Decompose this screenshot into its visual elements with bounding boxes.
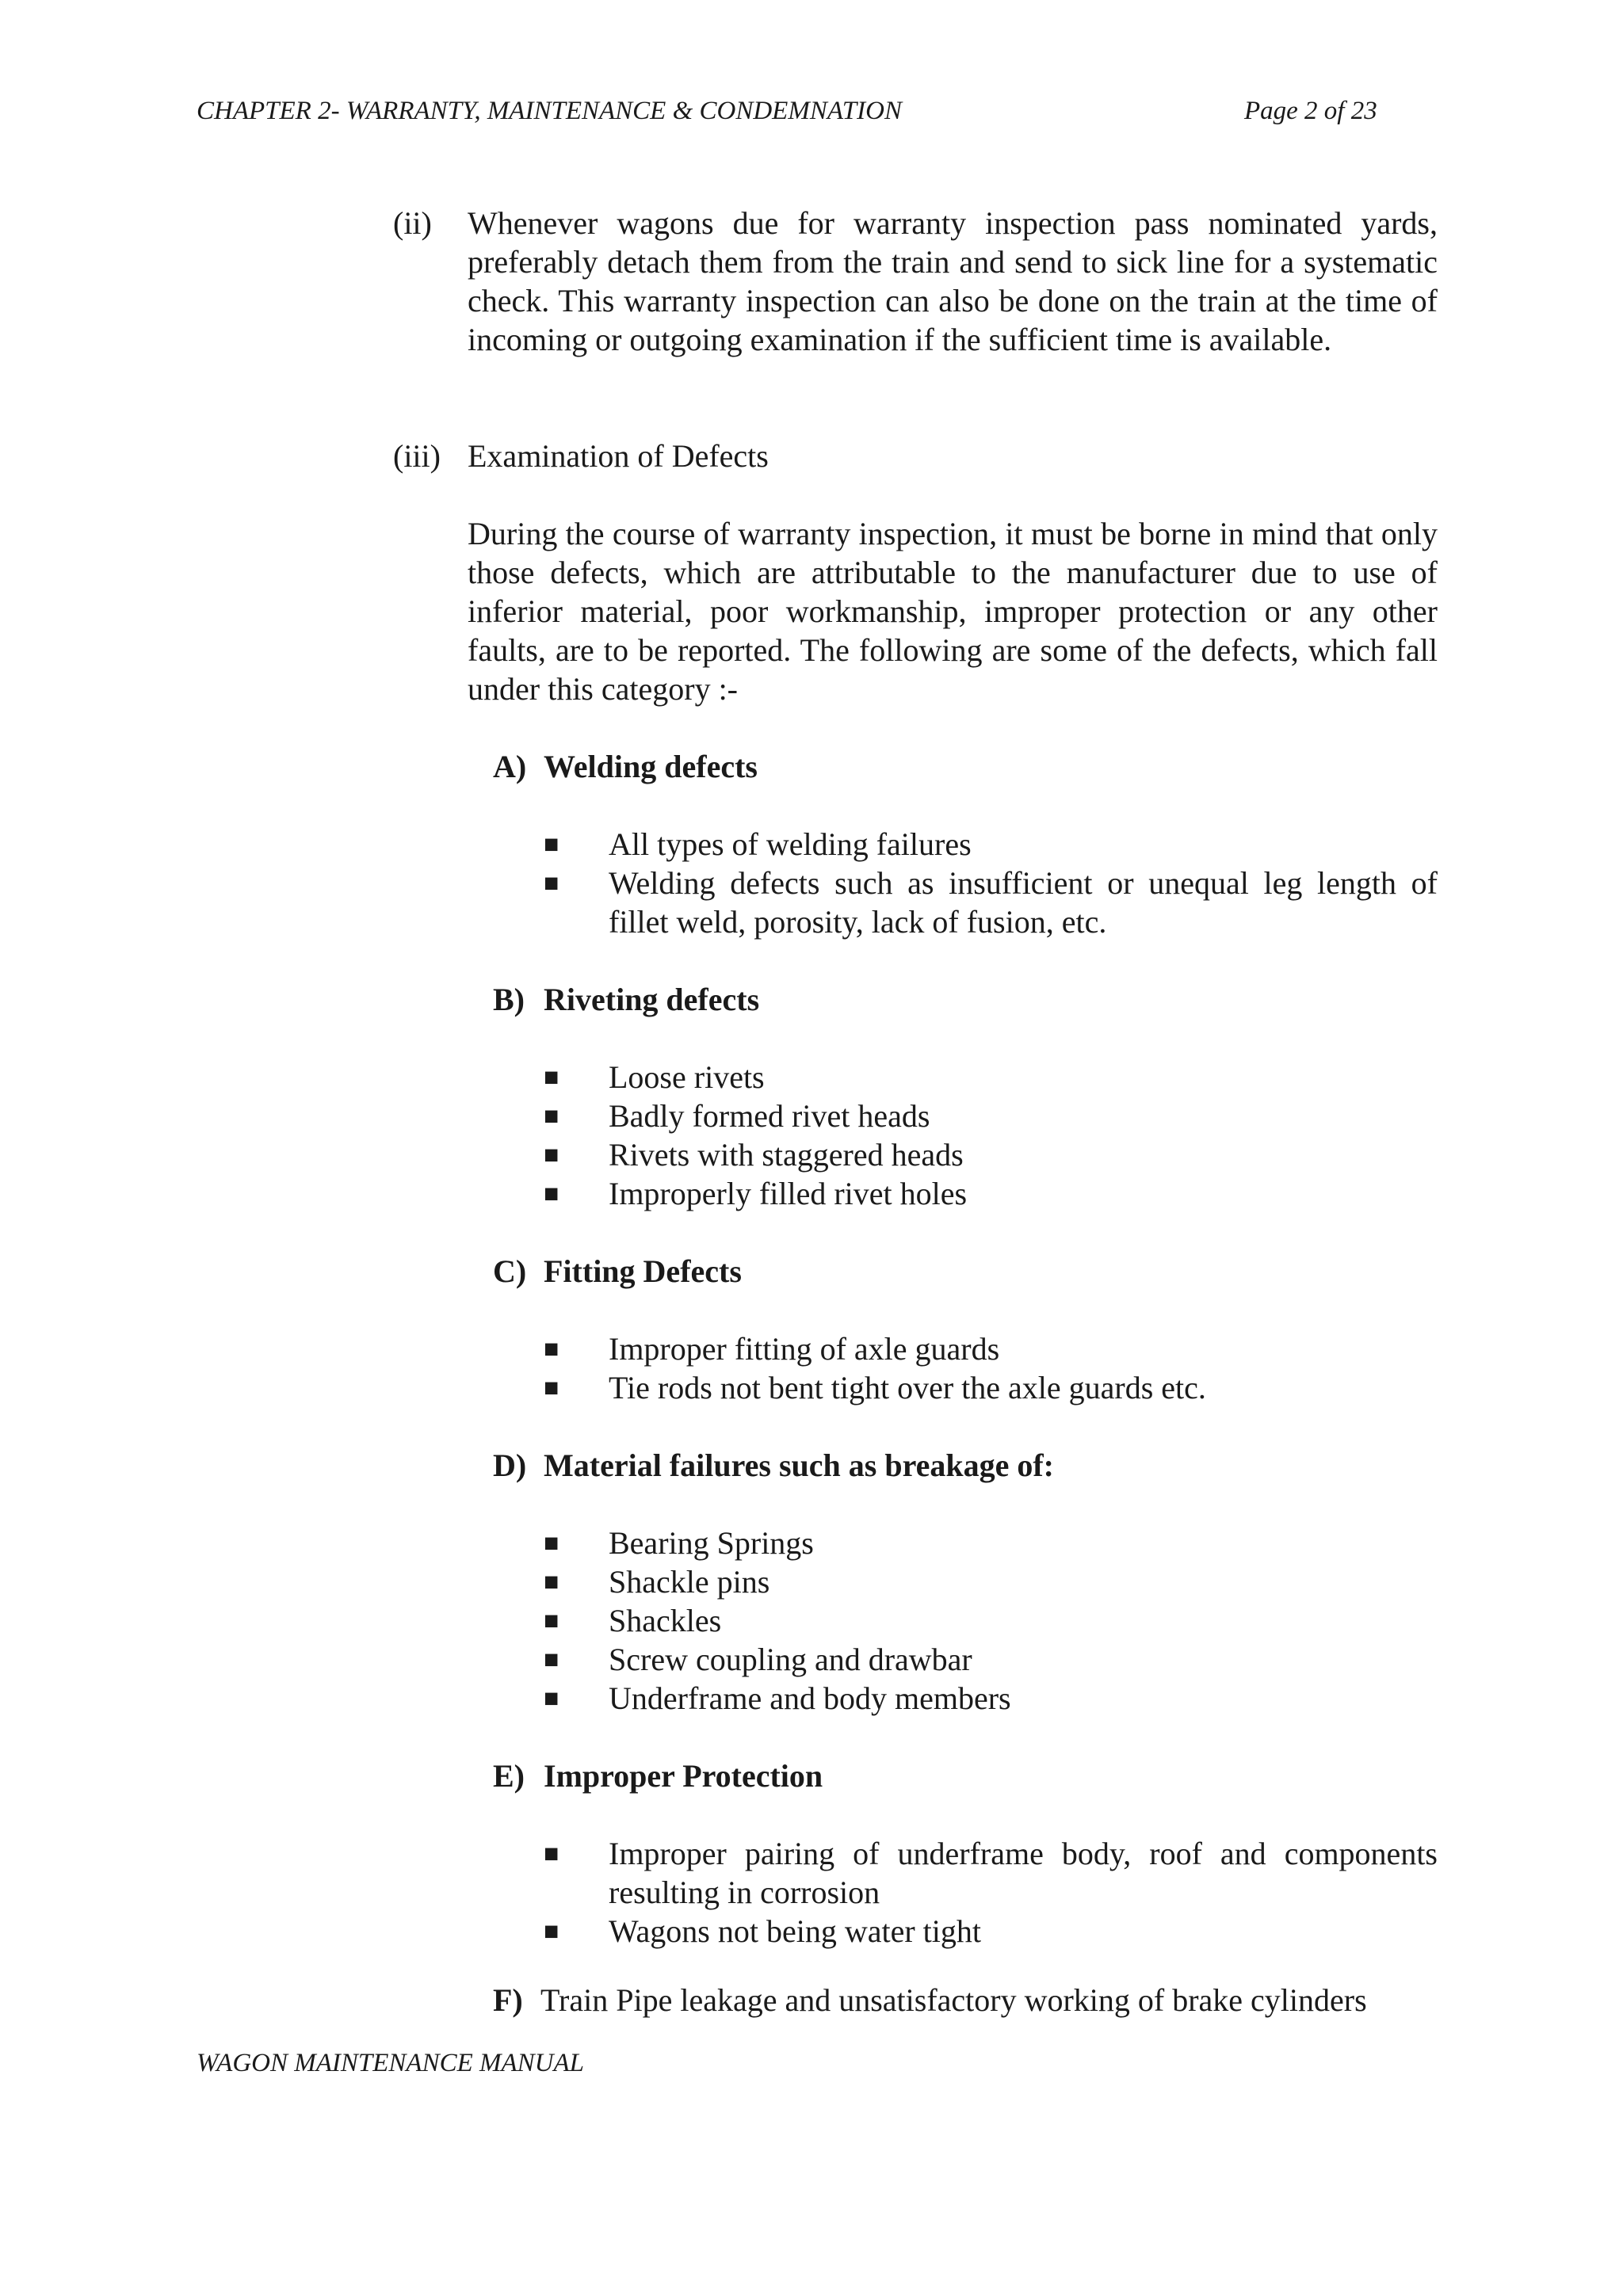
section-b-list (544, 1058, 1438, 1213)
section-c-heading (493, 1252, 742, 1291)
list-item: ■ Shackle pins (544, 1564, 770, 1600)
section-e-title: Improper Protection (544, 1758, 823, 1794)
bullet-icon: ■ (544, 1684, 559, 1712)
bullet-icon: ■ (544, 868, 559, 897)
section-a-letter: A) (493, 749, 527, 784)
section-d-heading (493, 1446, 1054, 1485)
list-item: ■ Badly formed rivet heads (544, 1098, 930, 1134)
list-item: ■ All types of welding failures (544, 826, 972, 862)
list-item: ■ Bearing Springs (544, 1525, 814, 1561)
item-iii-paragraph: During the course of warranty inspection, it must be borne in mind that only those defects, which are attributable to the manufacturer due to use of inferior material, poor workmanship, improper protection or any other faults, are to be reported. The following are some of the defects, which fall under this category :- (468, 516, 1438, 707)
section-e-list (544, 1834, 1438, 1951)
section-f-text: Train Pipe leakage and unsatisfactory working of brake cylinders (540, 1982, 1367, 2018)
bullet-icon: ■ (544, 1606, 559, 1634)
page-number: Page 2 of 23 (1244, 97, 1377, 125)
bullet-icon: ■ (544, 1179, 559, 1207)
section-d-letter: D) (493, 1447, 527, 1483)
section-e-heading (493, 1756, 823, 1795)
section-a-heading (493, 747, 758, 786)
list-item: ■ Improper pairing of underframe body, roof and components resulting in corrosion (544, 1836, 1438, 1910)
chapter-title: CHAPTER 2- WARRANTY, MAINTENANCE & CONDEMNATION (197, 97, 902, 125)
section-b-title: Riveting defects (544, 982, 760, 1017)
bullet-icon: ■ (544, 1101, 559, 1130)
bullet-icon: ■ (544, 1062, 559, 1091)
bullet-icon: ■ (544, 1373, 559, 1402)
bullet-icon: ■ (544, 1528, 559, 1557)
list-item: ■ Underframe and body members (544, 1680, 1011, 1716)
section-c-letter: C) (493, 1253, 527, 1289)
list-item: ■ Rivets with staggered heads (544, 1137, 964, 1173)
list-item: ■ Welding defects such as insufficient or unequal leg length of fillet weld, porosity, lack of fusion, etc. (544, 865, 1438, 940)
bullet-icon: ■ (544, 1917, 559, 1945)
section-a-list (544, 825, 1438, 941)
section-b-letter: B) (493, 982, 525, 1017)
page-footer: WAGON MAINTENANCE MANUAL (197, 2049, 585, 2077)
bullet-icon: ■ (544, 1334, 559, 1363)
section-a-title: Welding defects (544, 749, 758, 784)
bullet-icon: ■ (544, 830, 559, 858)
list-item: ■ Tie rods not bent tight over the axle guards etc. (544, 1370, 1206, 1405)
list-item: ■ Improper fitting of axle guards (544, 1331, 1000, 1367)
section-d-title: Material failures such as breakage of: (544, 1447, 1055, 1483)
list-item: ■ Improperly filled rivet holes (544, 1176, 968, 1211)
bullet-icon: ■ (544, 1567, 559, 1596)
item-number-iii: (iii) (393, 438, 441, 474)
section-f-letter: F) (493, 1982, 523, 2018)
section-c-title: Fitting Defects (544, 1253, 742, 1289)
list-item: ■ Shackles (544, 1603, 722, 1638)
section-e-letter: E) (493, 1758, 525, 1794)
section-f-item (493, 1981, 1367, 2019)
section-b-heading (493, 980, 759, 1019)
list-item: ■ Screw coupling and drawbar (544, 1642, 972, 1677)
item-iii-title: Examination of Defects (468, 438, 769, 474)
item-ii-paragraph: Whenever wagons due for warranty inspection pass nominated yards, preferably detach them from the train and send to sick line for a systematic check. This warranty inspection can also be done on the train at the time of incoming or outgoing examination if the sufficient time is available. (468, 205, 1438, 357)
bullet-icon: ■ (544, 1645, 559, 1673)
list-item: ■ Loose rivets (544, 1059, 765, 1095)
section-c-list (544, 1329, 1438, 1407)
list-item: ■ Wagons not being water tight (544, 1913, 982, 1949)
item-number-ii: (ii) (393, 205, 432, 241)
section-d-list (544, 1524, 1438, 1718)
bullet-icon: ■ (544, 1839, 559, 1867)
bullet-icon: ■ (544, 1140, 559, 1169)
